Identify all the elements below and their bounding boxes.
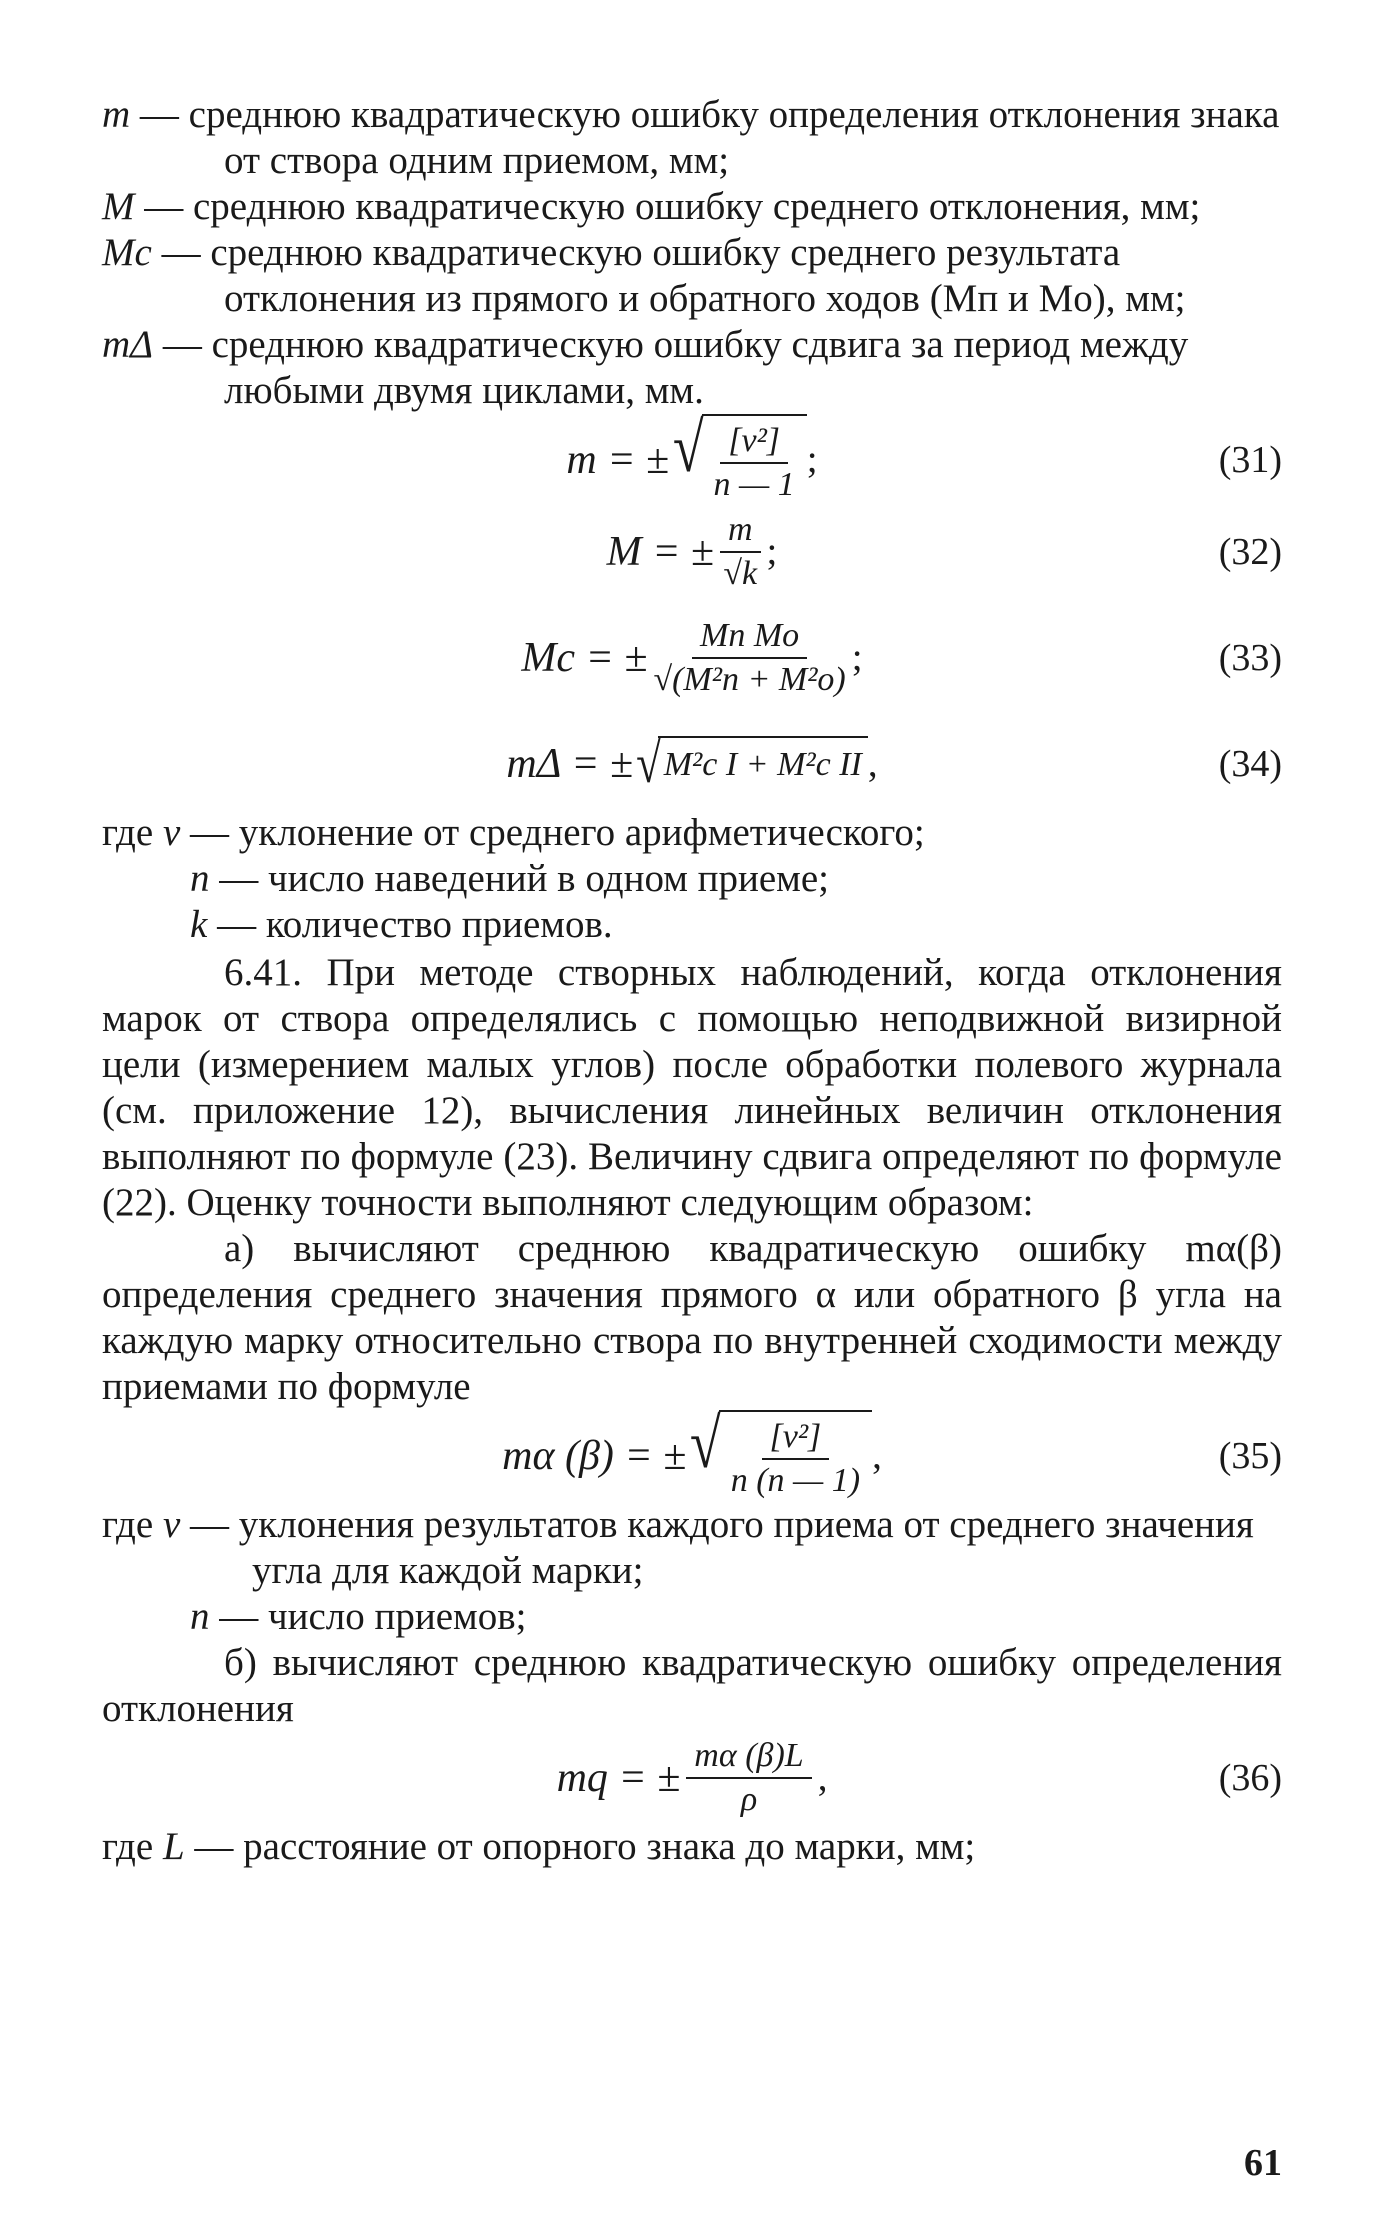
paragraph-6-41: 6.41. При методе створных наблюдений, когда отклонения марок от створа определялись с помощью неподвижной визирной цели (измерением малых углов) после обработки полевого журнала (см. приложение 12), вычисления линейных величин отклонения выполняют по формуле (23). Величину сдвига определяют по формуле (22). Оценку точности выполняют следующим образом: [102, 951, 1282, 1224]
numerator: [v²] [762, 1416, 830, 1460]
formula-number: (34) [1218, 743, 1282, 785]
where-symbol: v [162, 811, 181, 854]
radical-sign: √ [672, 410, 704, 487]
definition-symbol: mΔ [102, 323, 154, 366]
formula-lhs: Mc = ± [521, 635, 648, 681]
numerator: mα (β)L [686, 1735, 811, 1779]
definition-symbol: Mc [102, 231, 152, 274]
definition-item [102, 92, 1282, 184]
where-symbol: n [190, 1595, 210, 1638]
formula-tail: ; [806, 438, 818, 481]
where-item: где L — расстояние от опорного знака до марки, мм; [102, 1825, 976, 1868]
where-text: — количество приемов. [217, 903, 613, 946]
formula-tail: ; [766, 530, 778, 573]
formula-lhs: mΔ = ± [506, 741, 633, 787]
formula-tail: , [872, 1434, 882, 1477]
formula-tail: , [867, 742, 878, 785]
formula-34 [102, 718, 1282, 810]
formula-lhs: m = ± [566, 437, 670, 483]
where-symbol: L [162, 1825, 185, 1868]
definitions-list [102, 92, 1282, 414]
definition-symbol: m [102, 93, 131, 136]
where-symbol: v [162, 1503, 181, 1546]
fraction [714, 420, 795, 506]
item-b: б) вычисляют среднюю квадратическую ошибку определения отклонения [102, 1641, 1282, 1730]
definition-symbol: M [102, 185, 135, 228]
radical-sign: √ [690, 1406, 721, 1483]
formula-31 [102, 410, 1282, 506]
fraction [720, 509, 761, 595]
formula-number: (31) [1218, 439, 1282, 481]
radical-sign: √ [636, 733, 661, 795]
fraction [653, 615, 845, 701]
numerator: m [720, 509, 761, 553]
fraction [686, 1735, 811, 1821]
where-text: — уклонения результатов каждого приема от среднего значения угла для каждой марки; [190, 1503, 1254, 1592]
definition-item [102, 322, 1282, 414]
denominator: √(M²п + M²о) [653, 661, 846, 698]
formula-number: (33) [1218, 637, 1282, 679]
denominator: √k [723, 555, 758, 592]
definition-text: — среднюю квадратическую ошибку сдвига за период между любыми двумя циклами, мм. [162, 323, 1189, 412]
formula-tail: ; [851, 636, 863, 679]
where-item: где v — уклонения результатов каждого приема от среднего значения угла для каждой марки; [102, 1503, 1254, 1592]
definition-item [102, 230, 1282, 322]
formula-36 [102, 1732, 1282, 1824]
formula-lhs: mq = ± [556, 1755, 681, 1801]
where-list [102, 1502, 1282, 1640]
where-symbol: k [190, 903, 208, 946]
where-item [102, 902, 1282, 948]
page-body [102, 92, 1282, 1870]
where-text: — уклонение от среднего арифметического; [190, 811, 925, 854]
numerator: Mп Mо [692, 615, 807, 659]
fraction [731, 1416, 860, 1502]
formula-35 [102, 1406, 1282, 1502]
sqrt [669, 410, 807, 506]
where-text: — число наведений в одном приеме; [219, 857, 830, 900]
page-number: 61 [1244, 2142, 1282, 2184]
denominator: n — 1 [713, 466, 795, 503]
where-item: где v — уклонение от среднего арифметического; [102, 811, 925, 854]
radicand: M²c I + M²c II [658, 736, 868, 792]
definition-text: — среднюю квадратическую ошибку среднего отклонения, мм; [144, 185, 1201, 228]
formula-tail: , [817, 1756, 828, 1799]
formula-lhs: mα (β) = ± [502, 1433, 687, 1479]
definition-item [102, 184, 1282, 230]
where-item [102, 856, 1282, 902]
where-symbol: n [190, 857, 210, 900]
denominator: ρ [740, 1781, 758, 1818]
formula-number: (35) [1218, 1435, 1282, 1477]
numerator: [v²] [720, 420, 788, 464]
sqrt [633, 733, 868, 795]
denominator: n (n — 1) [730, 1462, 861, 1499]
formula-lhs: M = ± [606, 529, 714, 575]
sqrt [686, 1406, 872, 1502]
where-text: — число приемов; [219, 1595, 527, 1638]
where-item [102, 1594, 1282, 1640]
formula-32 [102, 506, 1282, 598]
where-list [102, 810, 1282, 948]
definition-text: — среднюю квадратическую ошибку среднего результата отклонения из прямого и обратного ходов (Mп и Mо), мм; [161, 231, 1186, 320]
item-a: а) вычисляют среднюю квадратическую ошибку mα(β) определения среднего значения прямого α или обратного β угла на каждую марку относительно створа по внутренней сходимости между приемами по формуле [102, 1227, 1282, 1408]
formula-number: (32) [1218, 531, 1282, 573]
definition-text: — среднюю квадратическую ошибку определения отклонения знака от створа одним приемом, мм; [139, 93, 1280, 182]
formula-number: (36) [1218, 1757, 1282, 1799]
where-text: — расстояние от опорного знака до марки, мм; [194, 1825, 976, 1868]
formula-33 [102, 598, 1282, 718]
